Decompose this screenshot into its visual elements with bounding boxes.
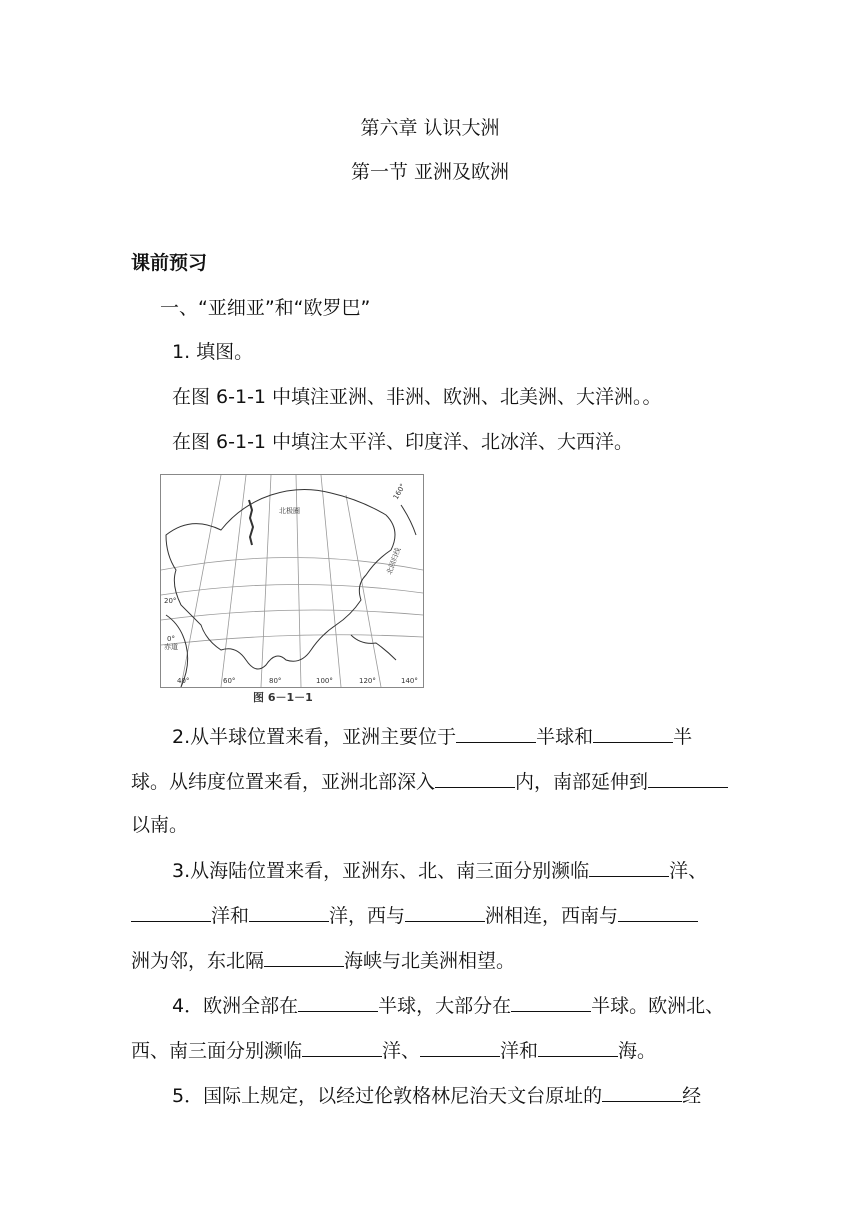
q3-blank-5[interactable] xyxy=(618,903,698,922)
q1-label: 1. 填图。 xyxy=(172,341,254,363)
q3-text-a: 3.从海陆位置来看，亚洲东、北、南三面分别濒临 xyxy=(172,860,590,882)
asia-outline-map xyxy=(161,475,423,687)
q4-text-f: 洋和 xyxy=(500,1040,539,1062)
q2-line3 xyxy=(131,813,188,837)
q4-text-c: 半球。欧洲北、 xyxy=(591,995,725,1017)
q3-text-d: 洋，西与 xyxy=(329,905,406,927)
q2-text-d: 球。从纬度位置来看，亚洲北部深入 xyxy=(131,771,436,793)
lon140-label: 140° xyxy=(401,677,418,685)
q3-line1 xyxy=(172,858,707,883)
section-title: 第一节 亚洲及欧洲 xyxy=(350,161,510,183)
lon80-label: 80° xyxy=(269,677,282,685)
lon60-label: 60° xyxy=(223,677,236,685)
q3-text-e: 洲相连，西南与 xyxy=(485,905,619,927)
q3-line2 xyxy=(131,903,698,928)
q2-blank-2[interactable] xyxy=(593,724,673,743)
part1-title: 一、“亚细亚”和“欧罗巴” xyxy=(160,297,371,319)
q4-text-d: 西、南三面分别濒临 xyxy=(131,1040,303,1062)
q4-text-a: 4．欧洲全部在 xyxy=(172,995,299,1017)
q3-text-g: 海峡与北美洲相望。 xyxy=(344,950,516,972)
q3-text-f: 洲为邻，东北隔 xyxy=(131,950,265,972)
q3-blank-6[interactable] xyxy=(264,948,344,967)
q4-text-e: 洋、 xyxy=(382,1040,421,1062)
q2-blank-3[interactable] xyxy=(435,769,515,788)
q2-line1 xyxy=(172,724,692,749)
equator-label: 赤道 xyxy=(164,643,178,651)
eurasia-outline xyxy=(166,489,395,669)
lat20-label: 20° xyxy=(164,597,177,605)
q4-blank-5[interactable] xyxy=(538,1038,618,1057)
preview-title: 课前预习 xyxy=(131,252,208,274)
arctic-circle-line xyxy=(161,558,423,571)
q2-blank-1[interactable] xyxy=(456,724,536,743)
chapter-title: 第六章 认识大洲 xyxy=(360,117,500,139)
lon160-label: 160° xyxy=(391,482,408,501)
q2-blank-4[interactable] xyxy=(648,769,728,788)
q4-blank-4[interactable] xyxy=(420,1038,500,1057)
lon120-label: 120° xyxy=(359,677,376,685)
q2-text-b: 半球和 xyxy=(536,726,594,748)
q3-blank-1[interactable] xyxy=(589,858,669,877)
lon40-label: 40° xyxy=(177,677,190,685)
q4-blank-1[interactable] xyxy=(298,993,378,1012)
q3-blank-3[interactable] xyxy=(249,903,329,922)
ural-mountains-mark xyxy=(249,500,253,545)
q4-blank-3[interactable] xyxy=(302,1038,382,1057)
q3-blank-4[interactable] xyxy=(405,903,485,922)
q2-text-a: 2.从半球位置来看，亚洲主要位于 xyxy=(172,726,457,748)
q3-line3 xyxy=(131,948,515,973)
q4-line1 xyxy=(172,993,724,1018)
q3-blank-2[interactable] xyxy=(131,903,211,922)
q4-line2 xyxy=(131,1038,656,1063)
q5-text-a: 5．国际上规定，以经过伦敦格林尼治天文台原址的 xyxy=(172,1085,603,1107)
q2-line2 xyxy=(131,769,728,794)
task1-text: 在图 6-1-1 中填注亚洲、非洲、欧洲、北美洲、大洋洲。。 xyxy=(172,386,662,408)
arctic-circle-label: 北极圈 xyxy=(279,507,300,515)
task2-text: 在图 6-1-1 中填注太平洋、印度洋、北冰洋、大西洋。 xyxy=(172,431,634,453)
asia-map-figure xyxy=(160,474,424,688)
q5-line1 xyxy=(172,1083,701,1108)
q3-text-b: 洋、 xyxy=(669,860,708,882)
lat0-label: 0° xyxy=(167,635,175,643)
q2-text-f: 以南。 xyxy=(131,814,189,836)
figure-caption: 图 6－1－1 xyxy=(253,691,313,704)
tropic-label: 北回归线 xyxy=(385,546,403,576)
q4-text-g: 海。 xyxy=(618,1040,657,1062)
q4-blank-2[interactable] xyxy=(511,993,591,1012)
q3-text-c: 洋和 xyxy=(211,905,250,927)
q2-text-e: 内，南部延伸到 xyxy=(515,771,649,793)
q5-text-b: 经 xyxy=(682,1085,702,1107)
q5-blank-1[interactable] xyxy=(602,1083,682,1102)
lon100-label: 100° xyxy=(316,677,333,685)
q4-text-b: 半球，大部分在 xyxy=(378,995,512,1017)
q2-text-c: 半 xyxy=(673,726,693,748)
